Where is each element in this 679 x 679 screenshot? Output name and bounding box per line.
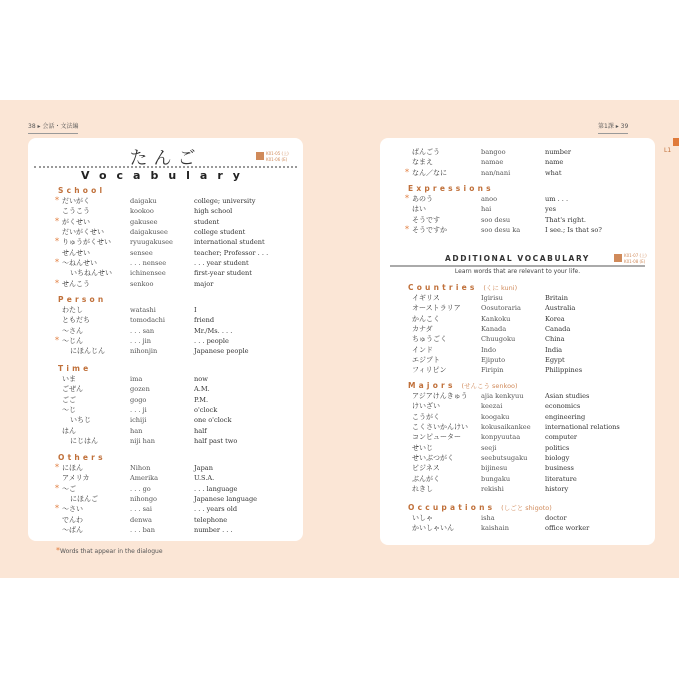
word-japanese: 〜じん [62, 337, 83, 346]
word-romaji: bangoo [481, 148, 506, 156]
section-heading-text: Majors [408, 381, 456, 390]
word-english: Egypt [545, 356, 565, 365]
word-romaji: daigakusee [130, 228, 168, 237]
section-continued [380, 147, 655, 178]
footnote-text: Words that appear in the dialogue [60, 548, 163, 555]
word-romaji: soo desu ka [481, 226, 521, 235]
word-english: one o'clock [194, 416, 232, 425]
word-romaji: denwa [130, 515, 152, 524]
section-time [28, 363, 303, 446]
word-japanese: かいしゃいん [412, 524, 454, 533]
word-english: That's right. [545, 215, 586, 224]
word-romaji: . . . ji [130, 406, 147, 415]
vocab-row [380, 225, 655, 235]
word-japanese: エジプト [412, 356, 440, 365]
word-english: computer [545, 433, 578, 442]
vocab-row [380, 453, 655, 463]
word-romaji: . . . sai [130, 505, 152, 514]
section-school [28, 185, 303, 289]
vocab-row [28, 248, 303, 258]
word-romaji: seebutsugaku [481, 454, 528, 463]
vocab-row [28, 336, 303, 346]
word-romaji: bungaku [481, 474, 511, 483]
word-english: student [194, 217, 220, 226]
vocab-row [28, 268, 303, 278]
section-heading [28, 185, 303, 196]
word-english: teacher; Professor . . . [194, 248, 269, 257]
section-heading [28, 363, 303, 374]
vocab-row [380, 391, 655, 401]
word-japanese: にほんご [70, 495, 98, 504]
dialogue-star-icon: * [55, 216, 59, 226]
word-english: history [545, 485, 569, 494]
word-japanese: フィリピン [412, 366, 447, 375]
vocab-row [28, 374, 303, 384]
running-header-left: 38 ▸ 会話・文法編 [28, 121, 78, 134]
word-japanese: オーストラリア [412, 304, 461, 313]
dialogue-star-icon: * [55, 196, 59, 205]
word-japanese: ちゅうごく [412, 335, 447, 344]
word-english: Japanese people [194, 347, 249, 356]
word-romaji: Amerika [130, 474, 159, 483]
word-english: Japanese language [194, 495, 258, 504]
word-english: what [545, 168, 562, 177]
section-heading-reading: (くに kuni) [483, 284, 518, 292]
vocabulary-card-continued [380, 138, 655, 545]
word-romaji: nihonjin [130, 347, 158, 356]
word-romaji: soo desu [481, 215, 511, 224]
word-japanese: はん [62, 426, 76, 435]
word-english: literature [545, 474, 577, 483]
word-japanese: こくさいかんけい [412, 423, 468, 432]
word-romaji: Nihon [130, 464, 151, 472]
word-english: major [194, 279, 214, 288]
word-romaji: Indo [481, 345, 497, 354]
divider [390, 265, 645, 267]
section-heading-reading: (せんこう senkoo) [461, 382, 518, 390]
title-english: Vocabulary [81, 169, 250, 182]
vocab-row [380, 513, 655, 523]
word-english: office worker [545, 524, 590, 533]
word-english: Canada [545, 325, 571, 334]
title-japanese: たんご [129, 148, 202, 169]
word-japanese: せんせい [62, 248, 90, 257]
section-heading [28, 452, 303, 463]
vocab-row [28, 473, 303, 483]
word-romaji: tomodachi [130, 316, 166, 325]
vocab-row [380, 324, 655, 334]
word-romaji: ajia kenkyuu [481, 392, 524, 400]
vocab-row [28, 494, 303, 504]
word-english: politics [545, 443, 570, 452]
word-english: first-year student [194, 269, 252, 278]
word-japanese: せいぶつがく [412, 454, 454, 463]
word-romaji: kaishain [481, 524, 509, 533]
section-majors [380, 380, 655, 494]
word-romaji: . . . san [130, 326, 155, 335]
word-english: P.M. [194, 395, 209, 404]
vocab-row [380, 484, 655, 494]
word-english: doctor [545, 514, 567, 522]
word-english: India [545, 345, 563, 354]
word-romaji: Kankoku [481, 314, 511, 323]
section-heading [380, 282, 655, 293]
dialogue-star-icon: * [55, 463, 59, 472]
word-japanese: 〜じ [62, 406, 76, 415]
dialogue-star-icon: * [55, 336, 59, 346]
word-romaji: . . . ban [130, 526, 155, 535]
word-romaji: isha [481, 514, 495, 522]
vocab-row [380, 303, 655, 313]
word-romaji: senkoo [130, 279, 154, 288]
word-romaji: Oosutoraria [481, 304, 521, 313]
word-romaji: ichiji [130, 416, 147, 425]
section-others [28, 452, 303, 535]
section-heading [380, 502, 655, 513]
word-japanese: りゅうがくせい [62, 238, 111, 247]
word-romaji: rekishi [481, 485, 504, 494]
word-romaji: gakusee [130, 217, 158, 226]
section-heading-reading: (しごと shigoto) [501, 504, 552, 512]
word-japanese: がくせい [62, 217, 90, 226]
word-english: um . . . [545, 195, 569, 203]
word-english: half [194, 426, 207, 435]
word-romaji: niji han [130, 437, 156, 446]
vocab-row [380, 194, 655, 204]
section-heading-text: Time [58, 364, 92, 373]
word-romaji: kookoo [130, 207, 154, 216]
word-japanese: こうがく [412, 412, 440, 421]
word-japanese: なん／なに [412, 168, 447, 177]
vocab-row [380, 355, 655, 365]
dialogue-star-icon: * [55, 504, 59, 514]
word-english: Japan [194, 464, 213, 472]
footnote [56, 546, 163, 555]
audio-track: K01-05 (上) K01-06 (E) [266, 151, 289, 162]
vocab-row [380, 147, 655, 157]
vocab-row [28, 504, 303, 514]
word-romaji: keezai [481, 402, 503, 411]
vocab-row [28, 196, 303, 206]
word-japanese: いしゃ [412, 514, 433, 522]
word-romaji: Firipin [481, 366, 504, 375]
word-japanese: アジアけんきゅう [412, 392, 468, 400]
word-romaji: Kanada [481, 325, 507, 334]
word-romaji: gogo [130, 395, 147, 404]
word-romaji: bijinesu [481, 464, 508, 473]
vocab-row [28, 237, 303, 247]
word-romaji: anoo [481, 195, 498, 203]
word-japanese: れきし [412, 485, 433, 494]
vocab-row [380, 334, 655, 344]
dialogue-star-icon: * [55, 278, 59, 288]
vocab-row [380, 293, 655, 303]
word-english: business [545, 464, 574, 473]
vocab-row [28, 484, 303, 494]
word-english: A.M. [194, 385, 210, 394]
vocab-row [28, 279, 303, 289]
word-japanese: ともだち [62, 316, 90, 325]
word-english: friend [194, 316, 215, 325]
word-english: half past two [194, 437, 238, 446]
section-occupations [380, 502, 655, 534]
audio-icon [614, 254, 622, 262]
vocab-row [28, 384, 303, 394]
vocab-row [380, 365, 655, 375]
section-heading [380, 380, 655, 391]
word-romaji: koogaku [481, 412, 510, 421]
dialogue-star-icon: * [55, 237, 59, 247]
word-japanese: いちじ [70, 416, 91, 425]
word-romaji: . . . jin [130, 337, 151, 346]
word-japanese: 〜さい [62, 505, 83, 514]
word-english: U.S.A. [194, 474, 215, 483]
chapter-tab [660, 138, 679, 158]
section-heading [28, 294, 303, 305]
word-english: Philippines [545, 366, 583, 375]
word-japanese: インド [412, 345, 433, 354]
word-english: yes [545, 205, 557, 214]
word-english: . . . language [194, 484, 238, 493]
word-japanese: けいざい [412, 402, 440, 411]
vocabulary-card [28, 138, 303, 541]
section-heading-text: Expressions [408, 184, 494, 193]
vocab-row [28, 258, 303, 268]
word-romaji: seeji [481, 443, 497, 452]
word-english: Australia [545, 304, 576, 313]
word-romaji: Ejiputo [481, 356, 506, 365]
word-romaji: sensee [130, 248, 153, 257]
section-heading [380, 183, 655, 194]
additional-vocabulary-subtitle: Learn words that are relevant to your life. [454, 268, 581, 275]
dotted-divider [34, 166, 297, 168]
word-japanese: わたし [62, 306, 83, 314]
word-japanese: 〜さん [62, 326, 83, 335]
word-japanese: ごぜん [62, 385, 83, 394]
word-japanese: そうです [412, 215, 440, 224]
section-expressions [380, 183, 655, 235]
vocab-row [28, 405, 303, 415]
dialogue-star-icon: * [405, 194, 409, 203]
word-japanese: そうですか [412, 226, 447, 235]
word-english: biology [545, 454, 570, 463]
vocab-row [380, 474, 655, 484]
section-heading-text: School [58, 186, 106, 195]
word-english: number [545, 148, 572, 156]
word-japanese: 〜ねんせい [62, 259, 97, 268]
word-japanese: イギリス [412, 294, 440, 302]
word-english: China [545, 335, 565, 344]
vocab-row [28, 525, 303, 535]
vocab-row [380, 314, 655, 324]
word-romaji: kokusaikankee [481, 423, 531, 432]
vocab-row [380, 401, 655, 411]
word-english: I see.; Is that so? [545, 226, 602, 235]
vocab-row [380, 432, 655, 442]
section-heading-text: Person [58, 295, 107, 304]
vocab-row [380, 463, 655, 473]
word-romaji: nan/nani [481, 168, 511, 177]
word-english: . . . years old [194, 505, 238, 514]
word-romaji: namae [481, 158, 504, 167]
word-english: number . . . [194, 526, 233, 535]
vocab-row [28, 305, 303, 315]
word-japanese: なまえ [412, 158, 433, 167]
section-person [28, 294, 303, 357]
word-romaji: nihongo [130, 495, 158, 504]
word-romaji: Chuugoku [481, 335, 516, 344]
word-japanese: ばんごう [412, 148, 440, 156]
word-romaji: watashi [130, 306, 156, 314]
vocab-row [380, 204, 655, 214]
word-japanese: にじはん [70, 437, 98, 446]
vocab-row [28, 415, 303, 425]
word-japanese: ぶんがく [412, 474, 440, 483]
vocab-row [28, 395, 303, 405]
word-japanese: せいじ [412, 443, 433, 452]
word-japanese: コンピューター [412, 433, 461, 442]
vocab-row [28, 206, 303, 216]
word-english: I [194, 306, 197, 314]
word-romaji: ichinensee [130, 269, 166, 278]
word-english: telephone [194, 515, 228, 524]
word-english: college student [194, 228, 246, 237]
word-japanese: だいがくせい [62, 228, 104, 237]
section-heading-text: Others [58, 453, 106, 462]
word-japanese: にほん [62, 464, 83, 472]
dialogue-star-icon: * [55, 258, 59, 268]
word-japanese: ビジネス [412, 464, 440, 473]
vocab-row [380, 412, 655, 422]
word-japanese: あのう [412, 195, 433, 203]
word-romaji: Igirisu [481, 294, 503, 302]
word-english: economics [545, 402, 581, 411]
word-romaji: konpyuutaa [481, 433, 521, 442]
audio-icon [256, 152, 264, 160]
star-icon: * [56, 546, 60, 555]
vocab-row [28, 315, 303, 325]
word-japanese: にほんじん [70, 347, 105, 356]
vocab-row [380, 168, 655, 178]
vocab-row [28, 227, 303, 237]
audio-track: K01-07 (上) K01-08 (E) [624, 253, 647, 264]
word-english: Mr./Ms. . . . [194, 326, 233, 335]
section-heading-text: Countries [408, 283, 478, 292]
word-english: international student [194, 238, 265, 247]
word-japanese: 〜ばん [62, 526, 83, 535]
word-english: Asian studies [545, 392, 590, 400]
word-english: engineering [545, 412, 586, 421]
word-romaji: daigaku [130, 197, 157, 205]
word-japanese: ごご [62, 395, 76, 404]
word-romaji: hai [481, 205, 492, 214]
word-japanese: いま [62, 375, 76, 383]
vocab-row [28, 426, 303, 436]
additional-vocabulary-title: ADDITIONAL VOCABULARY [445, 254, 590, 263]
running-header-right: 第1課 ▸ 39 [598, 121, 628, 134]
word-romaji: han [130, 426, 143, 435]
lesson-label: L1 [664, 147, 672, 154]
vocab-row [28, 515, 303, 525]
vocab-row [28, 436, 303, 446]
vocab-row [380, 215, 655, 225]
word-english: o'clock [194, 406, 218, 415]
word-english: . . . year student [194, 259, 249, 268]
word-japanese: かんこく [412, 314, 440, 323]
section-heading-text: Occupations [408, 503, 496, 512]
word-japanese: でんわ [62, 515, 83, 524]
vocab-row [28, 463, 303, 473]
word-japanese: はい [412, 205, 426, 214]
word-japanese: 〜ご [62, 484, 76, 493]
word-romaji: gozen [130, 385, 150, 394]
vocab-row [28, 217, 303, 227]
word-japanese: こうこう [62, 207, 90, 216]
word-english: college; university [194, 197, 256, 205]
dialogue-star-icon: * [405, 167, 409, 177]
word-english: high school [194, 207, 233, 216]
word-english: international relations [545, 423, 620, 432]
vocab-row [380, 422, 655, 432]
word-romaji: . . . nensee [130, 259, 167, 268]
vocab-row [380, 523, 655, 533]
vocab-row [28, 346, 303, 356]
word-romaji: ima [130, 375, 143, 383]
vocab-row [380, 157, 655, 167]
tab-marker [673, 138, 679, 146]
word-japanese: アメリカ [62, 474, 90, 483]
word-english: Britain [545, 294, 569, 302]
word-japanese: せんこう [62, 279, 90, 288]
dialogue-star-icon: * [55, 483, 59, 493]
vocab-row [28, 326, 303, 336]
section-countries [380, 282, 655, 376]
vocab-row [380, 345, 655, 355]
vocab-row [380, 443, 655, 453]
word-japanese: いちねんせい [70, 269, 112, 278]
word-romaji: ryuugakusee [130, 238, 173, 247]
word-english: now [194, 375, 208, 383]
word-japanese: カナダ [412, 325, 433, 334]
word-english: Korea [545, 314, 565, 323]
dialogue-star-icon: * [405, 225, 409, 235]
word-english: name [545, 158, 564, 167]
word-japanese: だいがく [62, 197, 90, 205]
word-english: . . . people [194, 337, 229, 346]
word-romaji: . . . go [130, 484, 151, 493]
